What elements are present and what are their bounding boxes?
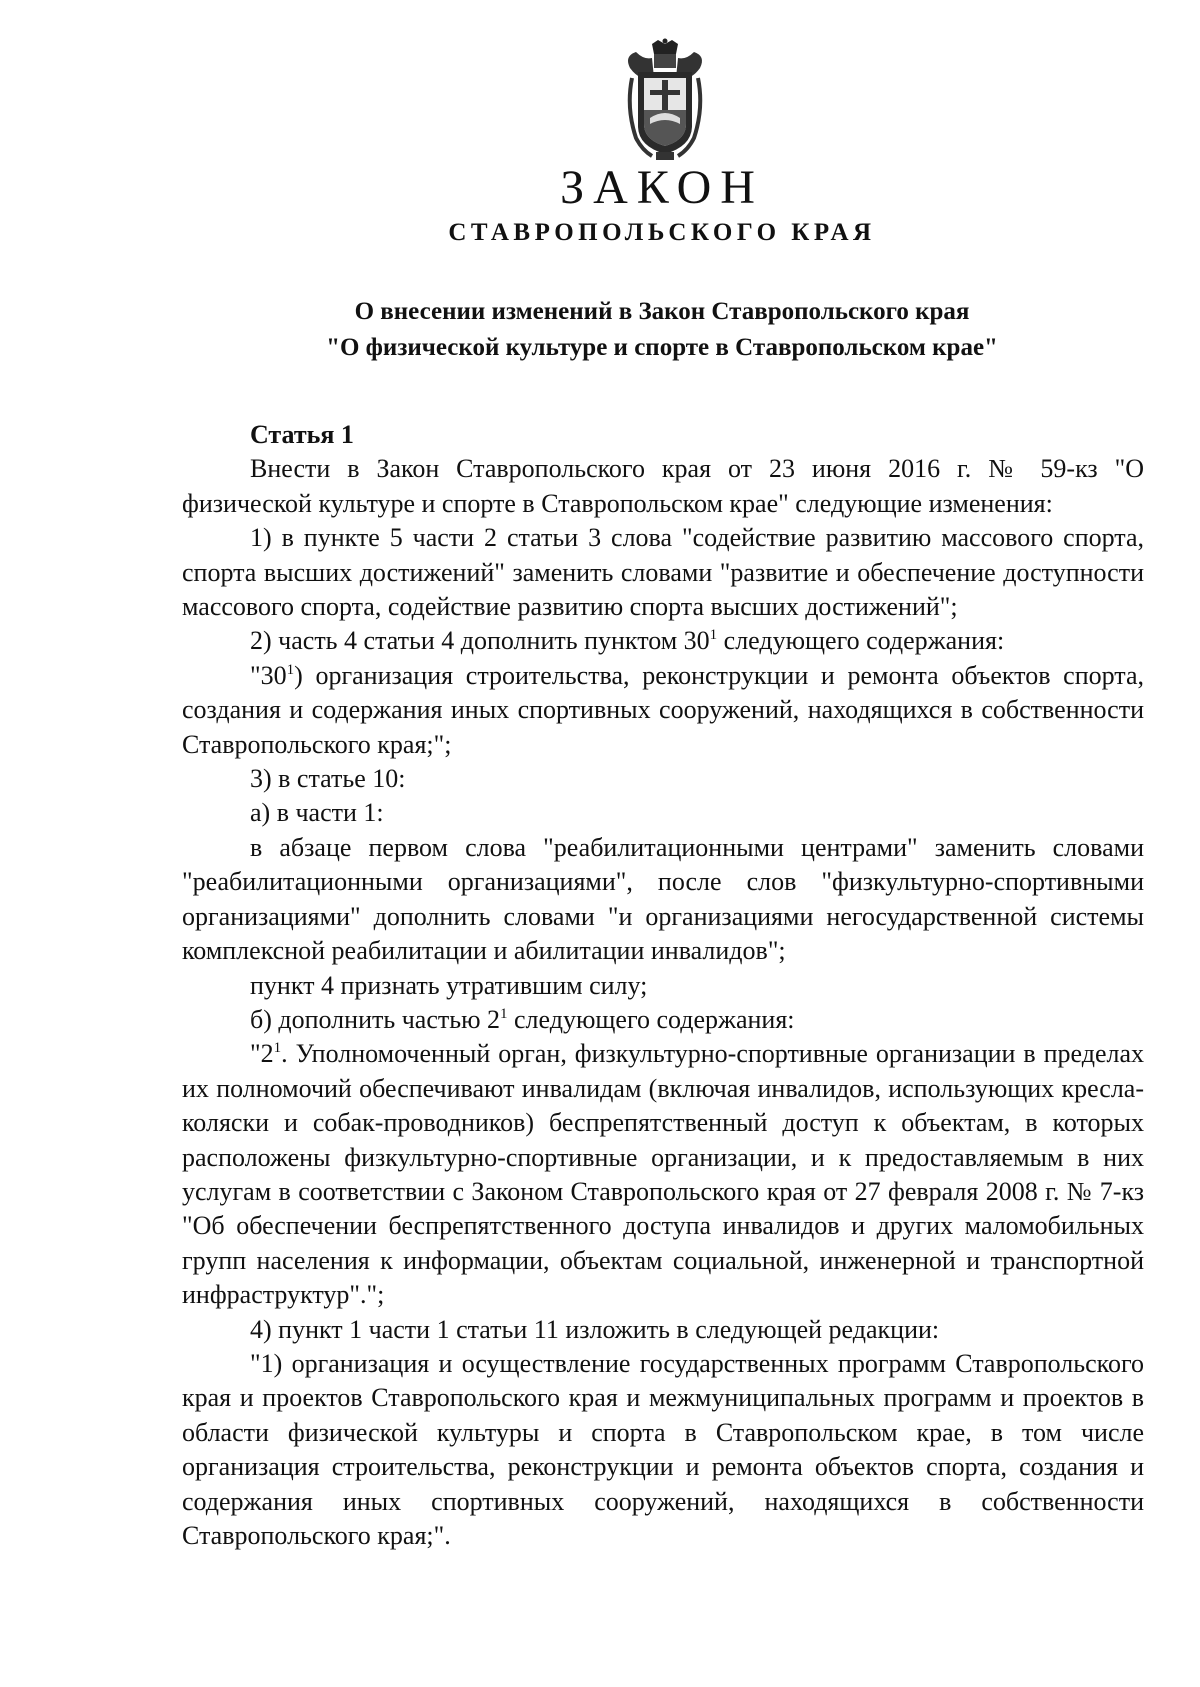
item-3b-text-b: следующего содержания: (507, 1004, 795, 1034)
item-2-text-b: следующего содержания: (717, 626, 1005, 656)
document-subject (62, 294, 1200, 366)
article-title: Статья 1 (250, 420, 354, 449)
superscript: 1 (286, 661, 295, 678)
amendment-item-3: 3) в статье 10: (250, 764, 406, 794)
document-body (182, 418, 1144, 1553)
amendment-item-3-a-paragraph-1: в абзаце первом слова "реабилитационными центрами" заменить словами "реабилитационными организациями", после слов "физкультурно-спортивными организациями" дополнить словами "и организациями негосударственной системы комплексной реабилитации и абилитации инвалидов"; (182, 832, 1144, 966)
amendment-item-2 (182, 624, 1144, 658)
document-type: ЗАКОН (560, 161, 764, 214)
subject-line-2: "О физической культуре и спорте в Ставропольском крае" (326, 334, 998, 361)
subject-line-1: О внесении изменений в Закон Ставропольского края (354, 298, 970, 325)
amendment-item-4-quote: "1) организация и осуществление государственных программ Ставропольского края и проектов Ставропольского края и межмуниципальных программ и проектов в области физической культуры и спорта в Ставропольском крае, в том числе организация строительства, реконструкции и ремонта объектов спорта, создания и содержания иных спортивных сооружений, находящихся в собственности Ставропольского края;". (182, 1348, 1144, 1550)
superscript: 1 (709, 627, 718, 644)
superscript: 1 (500, 1005, 508, 1022)
quote-text-b: . Уполномоченный орган, физкультурно-спортивные организации в пределах их полномочий обеспечивают инвалидам (включая инвалидов, использующих кресла-коляски и собак-проводников) беспрепятственный доступ к объектам, в которых расположены физкультурно-спортивные организации, и к предоставляемым в них услугам в соответствии с Законом Ставропольского края от 27 февраля 2008 г. № 7-кз "Об обеспечении беспрепятственного доступа инвалидов и других маломобильных групп населения к информации, объектам социальной, инженерной и транспортной инфраструктур"."; (182, 1039, 1144, 1310)
amendment-item-3-b (182, 1003, 1144, 1037)
coat-of-arms-icon (622, 38, 708, 162)
amendment-item-4: 4) пункт 1 части 1 статьи 11 изложить в следующей редакции: (250, 1314, 940, 1344)
quote-text-b: ) организация строительства, реконструкции и ремонта объектов спорта, создания и содержания иных спортивных сооружений, находящихся в собственности Ставропольского края;"; (182, 660, 1144, 759)
issuing-region: СТАВРОПОЛЬСКОГО КРАЯ (448, 219, 876, 246)
amendment-item-3-a-paragraph-2: пункт 4 признать утратившим силу; (250, 970, 648, 1000)
amendment-item-3-b-quote (182, 1037, 1144, 1312)
article-intro: Внести в Закон Ставропольского края от 23 июня 2016 г. № 59-кз "О физической культуре и спорте в Ставропольском крае" следующие изменения: (182, 454, 1144, 518)
quote-text-a: "2 (250, 1039, 274, 1069)
item-3b-text-a: б) дополнить частью 2 (250, 1004, 501, 1034)
amendment-item-2-quote (182, 659, 1144, 762)
item-2-text-a: 2) часть 4 статьи 4 дополнить пунктом 30 (250, 626, 710, 656)
superscript: 1 (273, 1040, 282, 1057)
amendment-item-1: 1) в пункте 5 части 2 статьи 3 слова "содействие развитию массового спорта, спорта высших достижений" заменить словами "развитие и обеспечение доступности массового спорта, содействие развитию спорта высших достижений"; (182, 523, 1144, 622)
amendment-item-3-a: а) в части 1: (250, 798, 384, 828)
quote-text-a: "30 (250, 660, 287, 690)
